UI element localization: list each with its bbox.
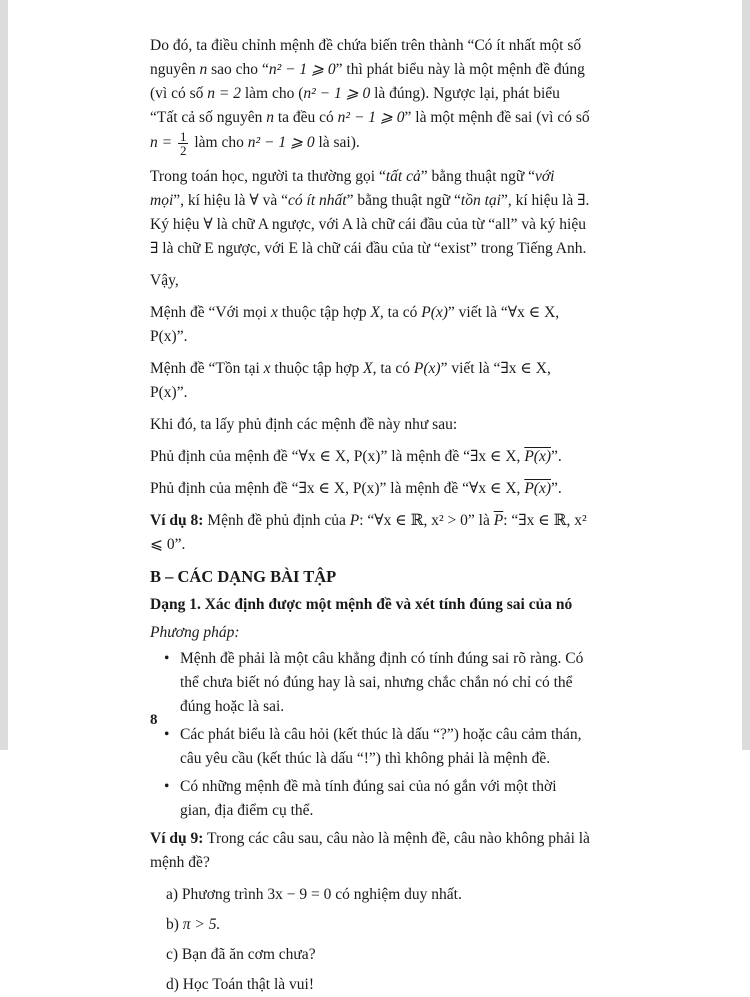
fraction-one-half: $\frac{1}{2}$: [179, 129, 187, 158]
problem-type-heading: Dạng 1. Xác định được một mệnh đề và xét tính đúng sai của nó: [150, 596, 573, 613]
khi-do-line: Khi đó, ta lấy phủ định các mệnh đề này như sau:: [150, 416, 458, 433]
list-item: a) Phương trình 3x − 9 = 0 có nghiệm duy nhất.: [166, 886, 462, 903]
list-item: • Mệnh đề phải là một câu khẳng định có tính đúng sai rõ ràng. Có thể chưa biết nó đúng hay là sai, nhưng chắc chắn nó chỉ có thể đúng hoặc là sai.: [150, 647, 590, 719]
list-item: b) π > 5.: [166, 916, 221, 933]
method-label: Phương pháp:: [150, 624, 240, 641]
list-item: • Các phát biểu là câu hỏi (kết thúc là dấu “?”) hoặc câu cảm thán, câu yêu cầu (kết thúc là dấu “!”) thì không phải là mệnh đề.: [150, 723, 590, 771]
vay-line: Vậy,: [150, 272, 179, 289]
intro-paragraph: Do đó, ta điều chỉnh mệnh đề chứa biến trên thành “Có ít nhất một số nguyên n sao cho “n² − 1 ⩾ 0” thì phát biểu này là một mệnh đề đúng (vì có số n = 2 làm cho (n² − 1 ⩾ 0 là đúng). Ngược lại, phát biểu “Tất cả số nguyên n ta đều có n² − 1 ⩾ 0” là một mệnh đề sai (vì có số n = $\frac{1}{2}$ làm cho n² − 1 ⩾ 0 là sai).: [150, 37, 590, 158]
example-9: Ví dụ 9: Trong các câu sau, câu nào là mệnh đề, câu nào không phải là mệnh đề?: [150, 830, 590, 871]
page-edge-right: [742, 0, 750, 750]
example-8: Ví dụ 8: Mệnh đề phủ định của P: “∀x ∈ ℝ, x² > 0” là $\overline{P}$: “∃x ∈ ℝ, x² ⩽ 0”.: [150, 512, 587, 553]
negation-forall: Phủ định của mệnh đề “∀x ∈ X, P(x)” là mệnh đề “∃x ∈ X, P(x)”.: [150, 448, 562, 465]
list-item: c) Bạn đã ăn cơm chưa?: [166, 946, 316, 963]
negation-exists: Phủ định của mệnh đề “∃x ∈ X, P(x)” là mệnh đề “∀x ∈ X, P(x)”.: [150, 480, 562, 497]
exists-statement: Mệnh đề “Tồn tại x thuộc tập hợp X, ta có P(x)” viết là “∃x ∈ X, P(x)”.: [150, 360, 551, 401]
section-heading: B – CÁC DẠNG BÀI TẬP: [150, 567, 337, 586]
page-edge-left: [0, 0, 8, 750]
list-item: d) Học Toán thật là vui!: [166, 976, 315, 993]
quantifier-paragraph: Trong toán học, người ta thường gọi “tất cả” bằng thuật ngữ “với mọi”, kí hiệu là ∀ và “có ít nhất” bằng thuật ngữ “tồn tại”, kí hiệu là ∃. Ký hiệu ∀ là chữ A ngược, với A là chữ cái đầu của từ “all” và ký hiệu ∃ là chữ E ngược, với E là chữ cái đầu của từ “exist” trong Tiếng Anh.: [150, 168, 590, 257]
example-9-options: [150, 883, 590, 997]
forall-statement: Mệnh đề “Với mọi x thuộc tập hợp X, ta có P(x)” viết là “∀x ∈ X, P(x)”.: [150, 304, 560, 345]
list-item: • Có những mệnh đề mà tính đúng sai của nó gắn với một thời gian, địa điểm cụ thể.: [150, 775, 590, 823]
page-number: 8: [150, 712, 158, 728]
method-bullets: [150, 647, 590, 823]
